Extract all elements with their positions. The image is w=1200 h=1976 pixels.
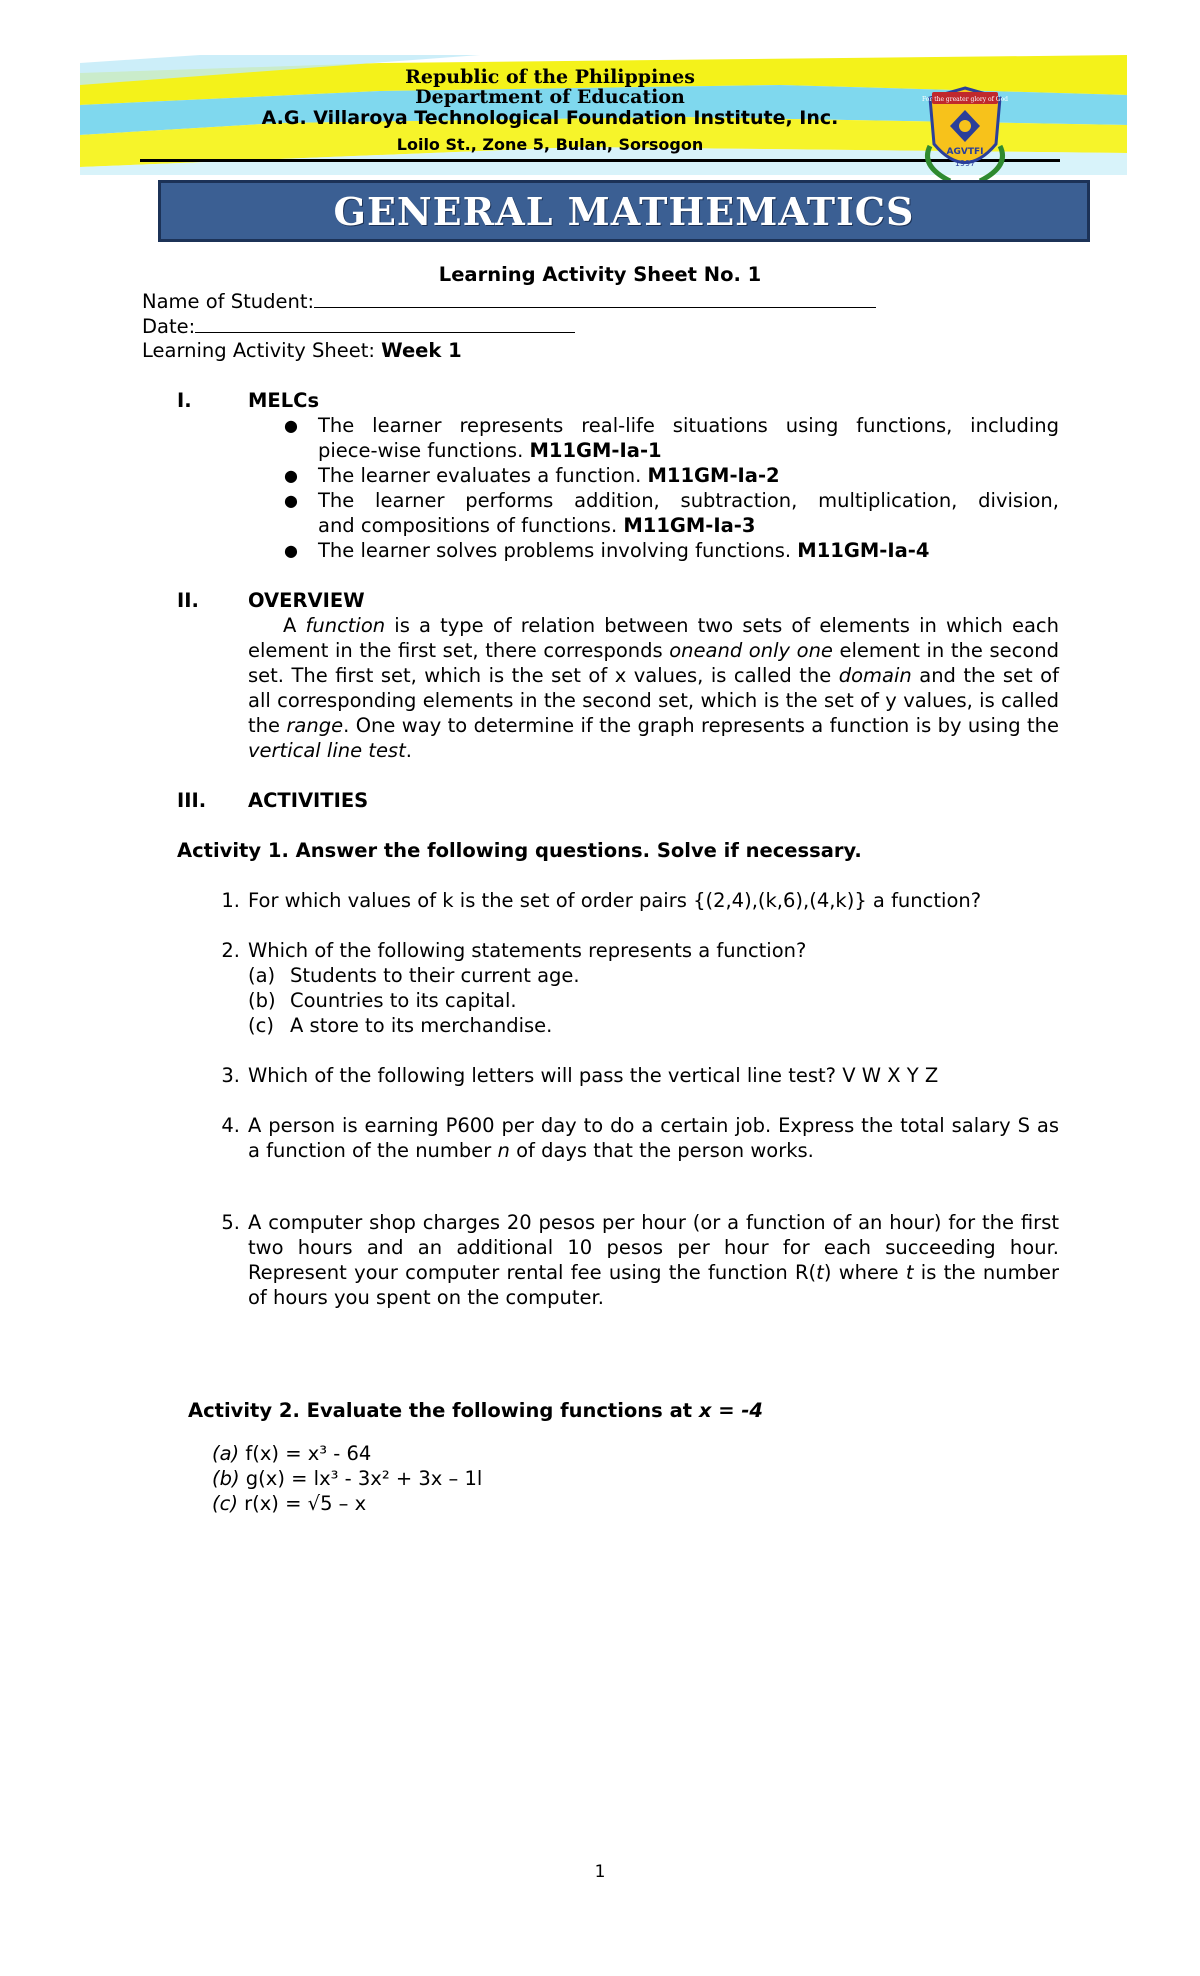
- question-2-number: 2.: [221, 939, 240, 962]
- question-4-text: [248, 1113, 1059, 1163]
- question-3-number: 3.: [221, 1064, 240, 1087]
- header-department: Department of Education: [415, 86, 685, 108]
- melc-item-3-line-2: [318, 513, 755, 538]
- student-name-label: Name of Student:: [142, 290, 315, 313]
- bullet-icon: ●: [284, 491, 298, 510]
- item-expression: f(x) = x³ - 64: [239, 1442, 372, 1465]
- question-4-number: 4.: [221, 1114, 240, 1137]
- melc-item-3-text: and compositions of functions.: [318, 514, 624, 537]
- date-label: Date:: [142, 315, 196, 338]
- melc-item-4: [318, 538, 929, 563]
- term-one-and-only-one: oneand only one: [669, 639, 833, 662]
- melc-item-4-code: M11GM-Ia-4: [797, 539, 930, 562]
- question-2-option-a-text: Students to their current age.: [290, 964, 580, 987]
- question-5-var-t: t: [905, 1261, 914, 1284]
- overview-text-4: and the set of all corresponding elements in the second set, which is the set of y values, is called the: [248, 664, 1059, 737]
- overview-text-5: . One way to determine if the graph represents a function is by using the: [343, 714, 1060, 737]
- term-domain: domain: [838, 664, 912, 687]
- question-5-text-b: ) where: [823, 1261, 906, 1284]
- option-label: (b): [248, 989, 276, 1012]
- item-label: (a): [212, 1442, 240, 1465]
- school-seal-icon: [910, 86, 1020, 186]
- question-5-text-a: A computer shop charges 20 pesos per hour (or a function of an hour) for the first two hours and an additional 10 pesos per hour for each succeeding hour. Represent your computer rental fee using the function R(: [248, 1211, 1059, 1284]
- bullet-icon: ●: [284, 416, 298, 435]
- header-school-name: A.G. Villaroya Technological Foundation Institute, Inc.: [261, 107, 839, 129]
- question-4-text-a: A person is earning P600 per day to do a certain job. Express the total salary S as a function of the number: [248, 1114, 1059, 1162]
- student-name-blank[interactable]: [314, 288, 876, 308]
- section-heading-activities: ACTIVITIES: [248, 789, 369, 812]
- question-2-option-a: [248, 963, 275, 988]
- section-numeral-overview: II.: [177, 589, 199, 612]
- term-function: function: [305, 614, 386, 637]
- activity-2-heading-variable: x = -4: [698, 1399, 763, 1422]
- item-label: (b): [212, 1467, 240, 1490]
- week-label: Learning Activity Sheet:: [142, 339, 382, 362]
- melc-item-1-code: M11GM-Ia-1: [529, 439, 662, 462]
- activity-2-item-b: [212, 1466, 482, 1491]
- question-3-text: Which of the following letters will pass the vertical line test? V W X Y Z: [248, 1064, 939, 1087]
- section-numeral-melcs: I.: [177, 389, 192, 412]
- melc-item-3-code: M11GM-Ia-3: [623, 514, 756, 537]
- bullet-icon: ●: [284, 466, 298, 485]
- item-label: (c): [212, 1492, 238, 1515]
- student-name-field: [142, 288, 876, 314]
- item-expression: r(x) = √5 – x: [237, 1492, 367, 1515]
- title-banner: [158, 180, 1090, 242]
- header-address: Loilo St., Zone 5, Bulan, Sorsogon: [396, 135, 704, 154]
- overview-text-6: .: [405, 739, 412, 762]
- question-1-text: For which values of k is the set of order pairs {(2,4),(k,6),(4,k)} a function?: [248, 889, 982, 912]
- melc-item-2: [318, 463, 780, 488]
- question-2-option-c: [248, 1013, 274, 1038]
- overview-text-1: A: [283, 614, 306, 637]
- overview-text-2: is a type of relation between two sets of elements in which each element in the first set, there corresponds: [248, 614, 1059, 662]
- date-field: [142, 313, 575, 339]
- header-text-block: [200, 55, 900, 175]
- seal-year: 1997: [954, 159, 976, 168]
- item-expression: g(x) = lx³ - 3x² + 3x – 1l: [239, 1467, 483, 1490]
- question-5-text: [248, 1210, 1059, 1310]
- question-5-var-t: t: [816, 1261, 824, 1284]
- question-2-option-c-text: A store to its merchandise.: [290, 1014, 553, 1037]
- option-label: (a): [248, 964, 276, 987]
- section-numeral-activities: III.: [177, 789, 207, 812]
- melc-item-1-text: piece-wise functions.: [318, 439, 530, 462]
- question-5-text-c: is the number of hours you spent on the computer.: [248, 1261, 1060, 1309]
- term-range: range: [286, 714, 344, 737]
- option-label: (c): [248, 1014, 274, 1037]
- melc-item-4-text: The learner solves problems involving functions.: [318, 539, 798, 562]
- melc-item-1-line-1: The learner represents real-life situations using functions, including: [318, 414, 1059, 437]
- header-republic: Republic of the Philippines: [405, 66, 695, 88]
- term-vertical-line-test: vertical line test: [248, 739, 406, 762]
- activity-1-heading: Activity 1. Answer the following questions. Solve if necessary.: [177, 839, 862, 862]
- week-value: Week 1: [381, 339, 462, 362]
- bullet-icon: ●: [284, 541, 298, 560]
- page-number: 1: [594, 1862, 606, 1882]
- activity-2-heading: [188, 1398, 763, 1423]
- question-2-option-b: [248, 988, 276, 1013]
- activity-2-heading-text: Activity 2. Evaluate the following functions at: [188, 1399, 699, 1422]
- question-2-text: Which of the following statements represents a function?: [248, 939, 807, 962]
- overview-text-3: element in the second set. The first set, which is the set of x values, is called the: [248, 639, 1060, 687]
- sheet-heading: Learning Activity Sheet No. 1: [438, 263, 762, 286]
- section-heading-melcs: MELCs: [248, 389, 320, 412]
- melc-item-2-text: The learner evaluates a function.: [318, 464, 648, 487]
- page-title: GENERAL MATHEMATICS: [333, 188, 915, 234]
- activity-2-item-a: [212, 1441, 371, 1466]
- activity-2-item-c: [212, 1491, 366, 1516]
- question-1-number: 1.: [221, 889, 240, 912]
- melc-item-1-line-2: [318, 438, 662, 463]
- melc-item-2-code: M11GM-Ia-2: [647, 464, 780, 487]
- question-4-text-b: of days that the person works.: [509, 1139, 814, 1162]
- section-heading-overview: OVERVIEW: [248, 589, 365, 612]
- question-2-option-b-text: Countries to its capital.: [290, 989, 517, 1012]
- seal-motto: For the greater glory of God: [921, 96, 1009, 103]
- date-blank[interactable]: [195, 313, 575, 333]
- overview-paragraph: [248, 613, 1059, 763]
- seal-acronym: AGVTFI: [946, 147, 984, 157]
- week-field: [142, 338, 462, 363]
- question-4-var-n: n: [497, 1139, 510, 1162]
- question-5-number: 5.: [221, 1211, 240, 1234]
- melc-item-3-line-1: The learner performs addition, subtraction, multiplication, division,: [318, 489, 1059, 512]
